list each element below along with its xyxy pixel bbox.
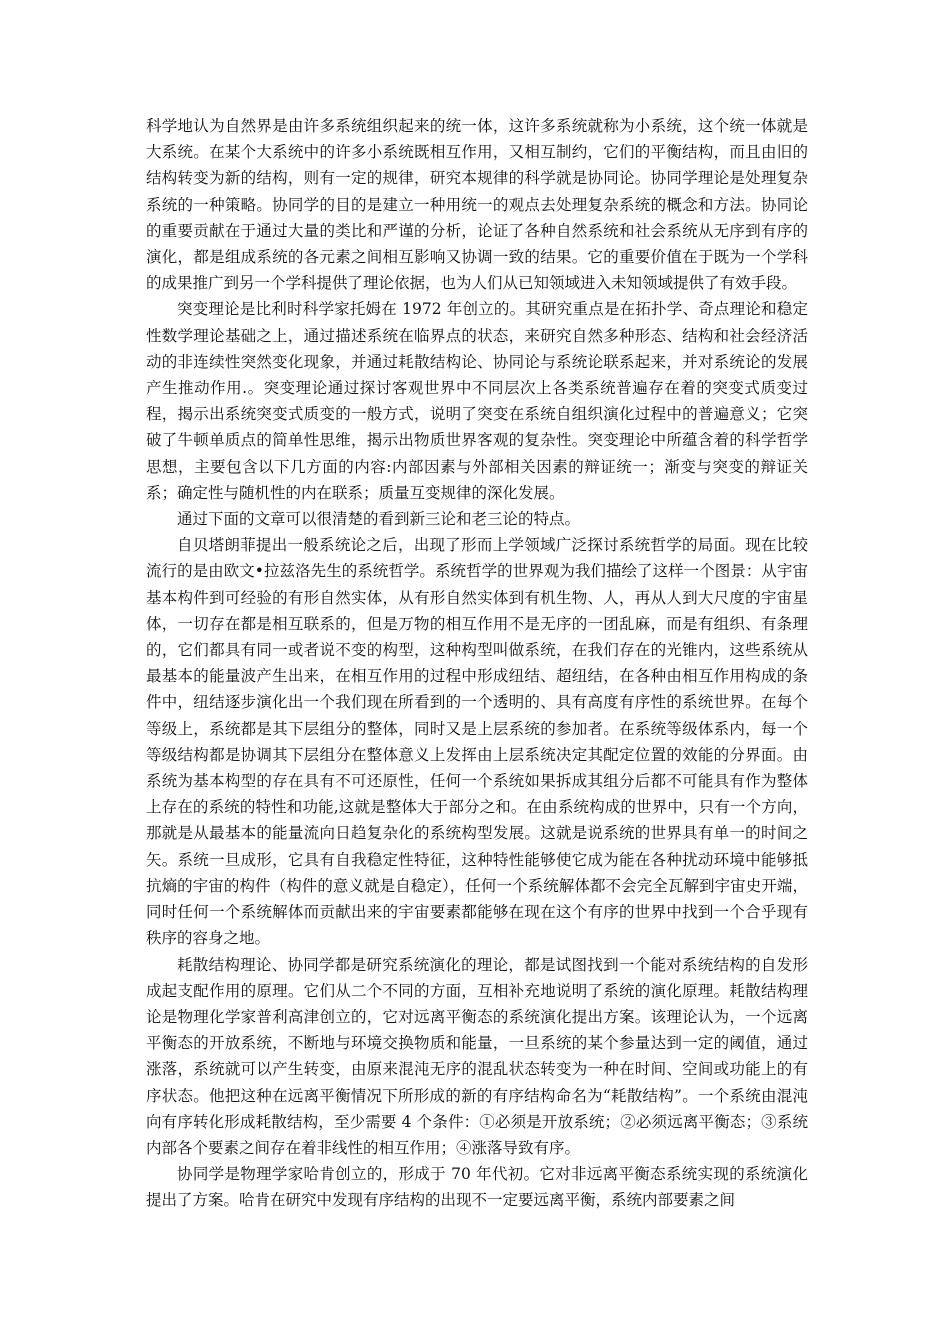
paragraph: 自贝塔朗菲提出一般系统论之后，出现了形而上学领域广泛探讨系统哲学的局面。现在比较流行的是由欧文•拉兹洛先生的系统哲学。系统哲学的世界观为我们描绘了这样一个图景：从宇宙基本构件到可经验的有形自然实体，从有形自然实体到有机生物、人，再从人到大尺度的宇宙星体，一切存在都是相互联系的，但是万物的相互作用不是无序的一团乱麻，而是有组织、有条理的，它们都具有同一或者说不变的构型，这种构型叫做系统，在我们存在的光锥内，这些系统从最基本的能量波产生出来，在相互作用的过程中形成纽结、超纽结，在各种由相互作用构成的条件中，纽结逐步演化出一个我们现在所看到的一个透明的、具有高度有序性的系统世界。在每个等级上，系统都是其下层组分的整体，同时又是上层系统的参加者。在系统等级体系内，每一个等级结构都是协调其下层组分在整体意义上发挥由上层系统决定其配定位置的效能的分界面。由系统为基本构型的存在具有不可还原性，任何一个系统如果拆成其组分后都不可能具有作为整体上存在的系统的特性和功能,这就是整体大于部分之和。在由系统构成的世界中，只有一个方向，那就是从最基本的能量流向日趋复杂化的系统构型发展。这就是说系统的世界具有单一的时间之矢。系统一旦成形，它具有自我稳定性特征，这种特性能够使它成为能在各种扰动环境中能够抵抗熵的宇宙的构件（构件的意义就是自稳定），任何一个系统解体都不会完全瓦解到宇宙史开端，同时任何一个系统解体而贡献出来的宇宙要素都能够在现在这个有序的世界中找到一个合乎现有秩序的容身之地。 bbox=[146, 536, 808, 948]
document-body bbox=[146, 113, 808, 1214]
paragraph: 突变理论是比利时科学家托姆在 1972 年创立的。其研究重点是在拓扑学、奇点理论和稳定性数学理论基础之上，通过描述系统在临界点的状态，来研究自然多种形态、结构和社会经济活动的非连续性突然变化现象，并通过耗散结构论、协同论与系统论联系起来，并对系统论的发展产生推动作用.。突变理论通过探讨客观世界中不同层次上各类系统普遍存在着的突变式质变过程，揭示出系统突变式质变的一般方式，说明了突变在系统自组织演化过程中的普遍意义；它突破了牛顿单质点的简单性思维，揭示出物质世界客观的复杂性。突变理论中所蕴含着的科学哲学思想，主要包含以下几方面的内容:内部因素与外部相关因素的辩证统一；渐变与突变的辩证关系；确定性与随机性的内在联系；质量互变规律的深化发展。 bbox=[146, 300, 808, 502]
paragraph: 通过下面的文章可以很清楚的看到新三论和老三论的特点。 bbox=[177, 510, 581, 529]
paragraph: 耗散结构理论、协同学都是研究系统演化的理论，都是试图找到一个能对系统结构的自发形成起支配作用的原理。它们从二个不同的方面，互相补充地说明了系统的演化原理。耗散结构理论是物理化学家普利高津创立的，它对远离平衡态的系统演化提出方案。该理论认为，一个远离平衡态的开放系统，不断地与环境交换物质和能量，一旦系统的某个参量达到一定的阈值，通过涨落，系统就可以产生转变，由原来混沌无序的混乱状态转变为一种在时间、空间或功能上的有序状态。他把这种在远离平衡情况下所形成的新的有序结构命名为“耗散结构”。一个系统由混沌向有序转化形成耗散结构，至少需要 4 个条件：①必须是开放系统；②必须远离平衡态；③系统内部各个要素之间存在着非线性的相互作用；④涨落导致有序。 bbox=[146, 955, 808, 1157]
paragraph: 协同学是物理学家哈肯创立的，形成于 70 年代初。它对非远离平衡态系统实现的系统演化提出了方案。哈肯在研究中发现有序结构的出现不一定要远离平衡，系统内部要素之间 bbox=[146, 1165, 808, 1210]
paragraph: 科学地认为自然界是由许多系统组织起来的统一体，这许多系统就称为小系统，这个统一体就是大系统。在某个大系统中的许多小系统既相互作用，又相互制约，它们的平衡结构，而且由旧的结构转变为新的结构，则有一定的规律，研究本规律的科学就是协同论。协同学理论是处理复杂系统的一种策略。协同学的目的是建立一种用统一的观点去处理复杂系统的概念和方法。协同论的重要贡献在于通过大量的类比和严谨的分析，论证了各种自然系统和社会系统从无序到有序的演化，都是组成系统的各元素之间相互影响又协调一致的结果。它的重要价值在于既为一个学科的成果推广到另一个学科提供了理论依据，也为人们从已知领域进入未知领域提供了有效手段。 bbox=[146, 117, 808, 293]
